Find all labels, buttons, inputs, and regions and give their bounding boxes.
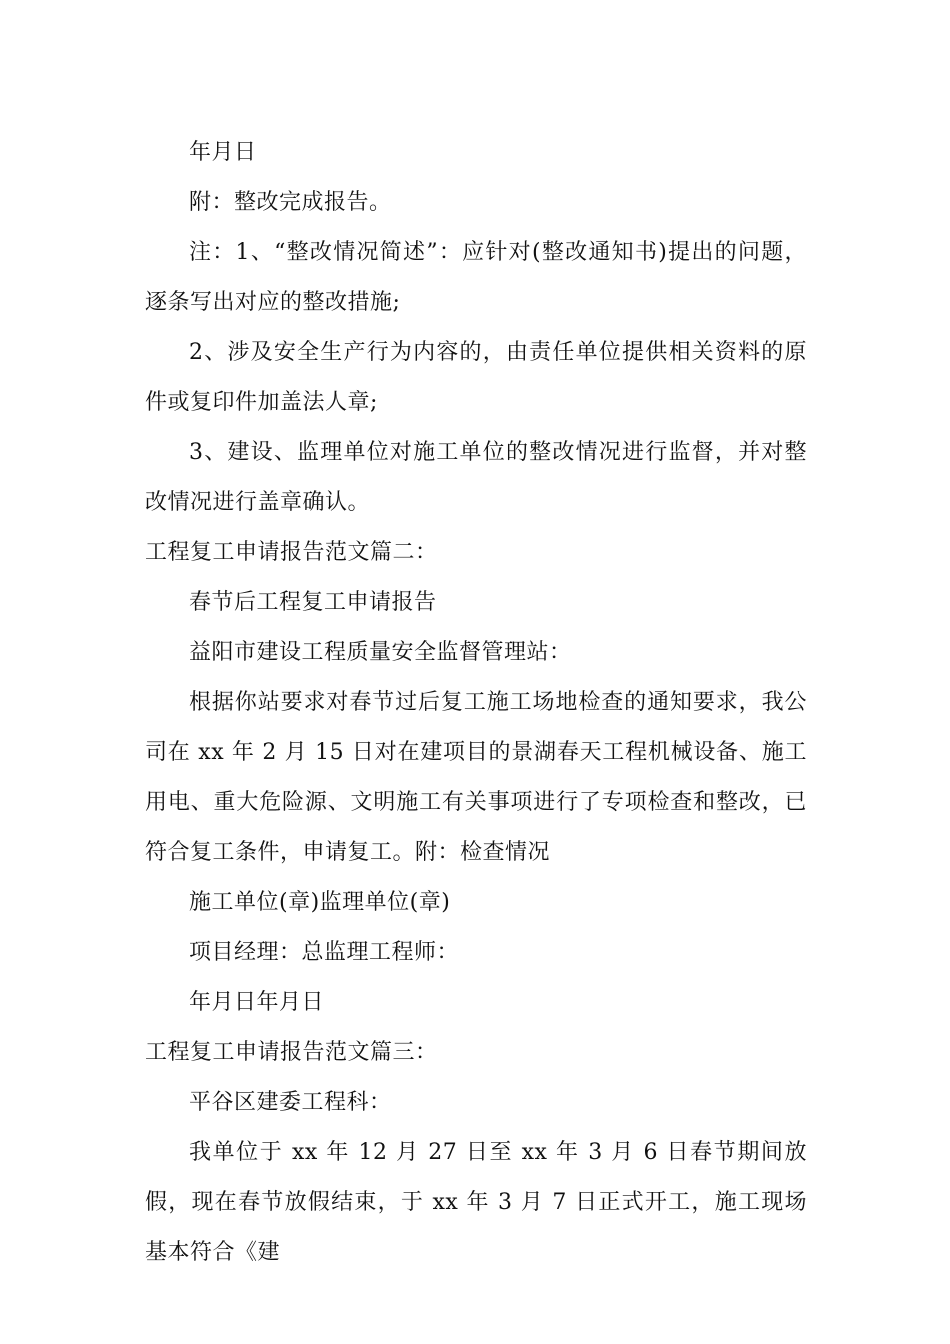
note-item-1: 注：1、“整改情况简述”：应针对(整改通知书)提出的问题，逐条写出对应的整改措施;	[145, 240, 807, 315]
document-body	[145, 128, 807, 1278]
seal-line: 施工单位(章)监理单位(章)	[189, 890, 451, 915]
recipient-2: 益阳市建设工程质量安全监督管理站：	[189, 640, 572, 665]
note-item-3: 3、建设、监理单位对施工单位的整改情况进行监督，并对整改情况进行盖章确认。	[145, 440, 807, 515]
attachment-note: 附：整改完成报告。	[189, 190, 392, 215]
report-title-2: 春节后工程复工申请报告	[189, 590, 437, 615]
date-line: 年月日	[189, 140, 257, 165]
signature-line: 项目经理：总监理工程师：	[189, 940, 460, 965]
body-paragraph-2: 根据你站要求对春节过后复工施工场地检查的通知要求，我公司在 xx 年 2 月 15 日对在建项目的景湖春天工程机械设备、施工用电、重大危险源、文明施工有关事项进行了专项检查和整改，已符合复工条件，申请复工。附：检查情况	[145, 690, 807, 865]
section-heading-3: 工程复工申请报告范文篇三：	[145, 1040, 438, 1065]
recipient-3: 平谷区建委工程科：	[189, 1090, 392, 1115]
date-line-2: 年月日年月日	[189, 990, 325, 1015]
body-paragraph-3: 我单位于 xx 年 12 月 27 日至 xx 年 3 月 6 日春节期间放假，现在春节放假结束，于 xx 年 3 月 7 日正式开工，施工现场基本符合《建	[145, 1140, 807, 1265]
note-item-2: 2、涉及安全生产行为内容的，由责任单位提供相关资料的原件或复印件加盖法人章;	[145, 340, 807, 415]
section-heading-2: 工程复工申请报告范文篇二：	[145, 540, 438, 565]
